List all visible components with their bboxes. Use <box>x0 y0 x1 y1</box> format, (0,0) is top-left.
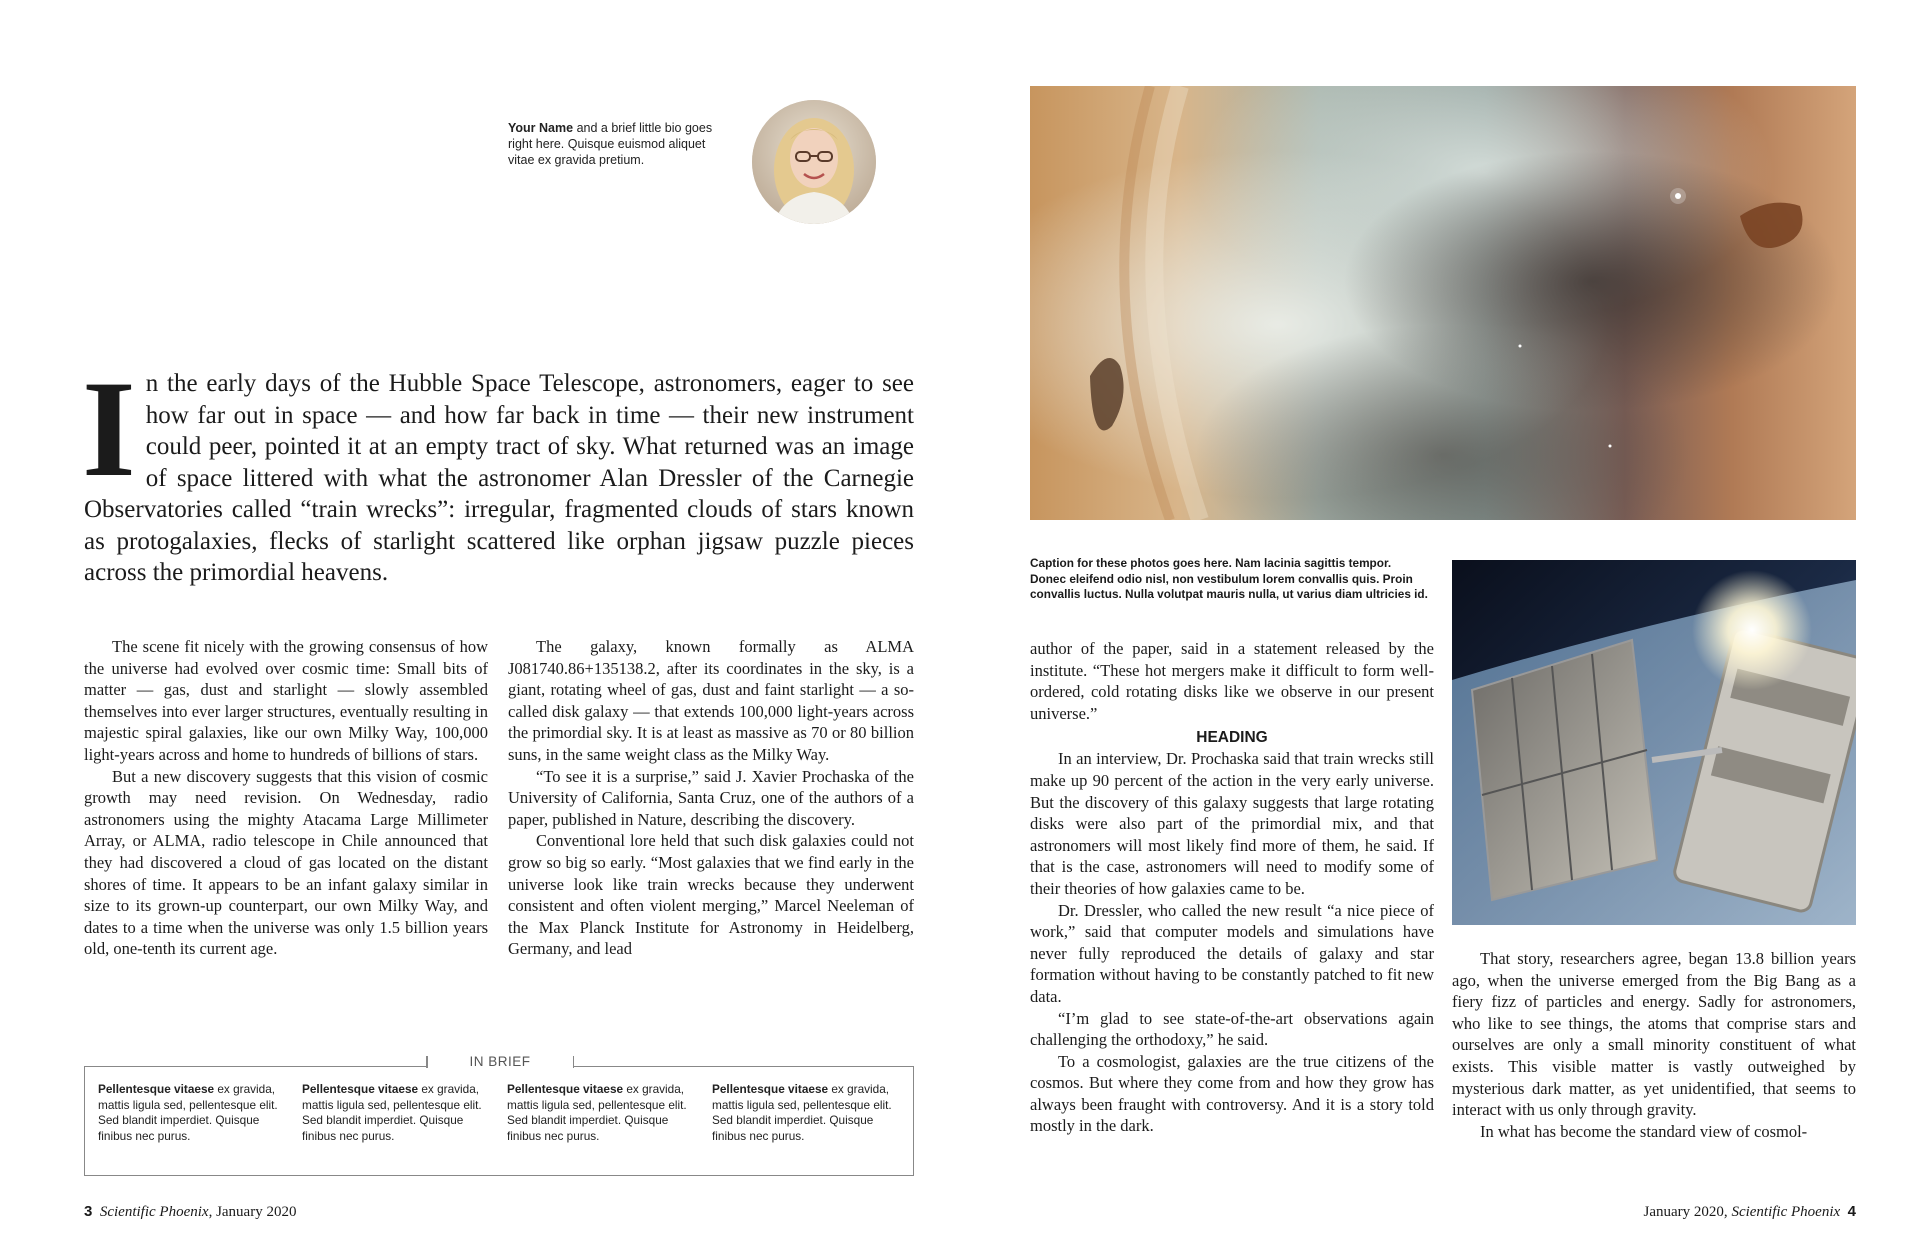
in-brief-item <box>712 1082 898 1144</box>
section-heading: HEADING <box>1196 729 1268 747</box>
author-portrait-image <box>752 100 876 224</box>
paragraph: “To see it is a surprise,” said J. Xavier Prochaska of the University of California, Santa Cruz, one of the authors of a paper, published in Nature, describing the discovery. <box>508 766 914 829</box>
paragraph: Conventional lore held that such disk galaxies could not grow so big so early. “Most galaxies that we find early in the universe look like train wrecks because they underwent consistent and often violent merging,” Marcel Neeleman of the Max Planck Institute for Astronomy in Heidelberg, Germany, and lead <box>508 831 914 959</box>
nebula-photo <box>1030 86 1856 520</box>
in-brief-item-text: ex gravida, mattis ligula sed, pellentesque elit. Sed blandit imperdiet. Quisque finibus nec purus. <box>507 1082 687 1143</box>
photo-caption: Caption for these photos goes here. Nam lacinia sagittis tempor. Donec eleifend odio nisl, non vestibulum lorem convallis quis. Proin convallis luctus. Nulla volutpat mauris nulla, ut varius diam ultricies id. <box>1030 556 1428 601</box>
nebula-image <box>1030 86 1856 520</box>
page-number: 3 <box>84 1203 93 1220</box>
author-name: Your Name <box>508 121 574 135</box>
issue-date: , January 2020 <box>208 1204 297 1220</box>
in-brief-item-text: ex gravida, mattis ligula sed, pellentesque elit. Sed blandit imperdiet. Quisque finibus nec purus. <box>712 1082 892 1143</box>
in-brief-item-text: ex gravida, mattis ligula sed, pellentesque elit. Sed blandit imperdiet. Quisque finibus nec purus. <box>98 1082 278 1143</box>
magazine-name: Scientific Phoenix <box>1731 1204 1841 1220</box>
lede-text: n the early days of the Hubble Space Telescope, astronomers, eager to see how far out in space — and how far back in time — their new instrument could peer, pointed it at an empty tract of sky. What returned was an image of space littered with what the astronomer Alan Dressler of the Carnegie Observatories called “train wrecks”: irregular, fragmented clouds of stars known as protogalaxies, flecks of starlight scattered like orphan jigsaw puzzle pieces across the primordial heavens. <box>84 370 914 586</box>
paragraph: That story, researchers agree, began 13.8 billion years ago, when the universe emerged from the Big Bang as a fiery fizz of particles and energy. Sadly for astronomers, who like to see things, the atoms that comprise stars and ourselves are only a small minority constituent of what exists. This visible matter is vastly outweighed by mysterious dark matter, as yet unidentified, that seems to interact with us only through gravity. <box>1452 949 1856 1120</box>
paragraph: Dr. Dressler, who called the new result “a nice piece of work,” said that computer models and simulations have never fully reproduced the details of galaxy and star formation without having to be constantly patched to fit new data. <box>1030 900 1434 1006</box>
author-bio <box>508 120 734 168</box>
paragraph: “I’m glad to see state-of-the-art observations again challenging the orthodoxy,” he said. <box>1030 1008 1434 1050</box>
in-brief-item-lead: Pellentesque vitaese <box>302 1082 419 1096</box>
author-bio-text: and a brief little bio goes right here. Quisque euismod aliquet vitae ex gravida pretium. <box>508 121 713 167</box>
drop-cap: I <box>82 352 136 505</box>
footer-right <box>1644 1202 1856 1222</box>
magazine-name: Scientific Phoenix <box>99 1204 209 1220</box>
paragraph: The scene fit nicely with the growing consensus of how the universe had evolved over cosmic time: Small bits of matter — gas, dust and starlight — slowly assembled themselves into ever larger structures, eventually resulting in majestic spiral galaxies, like our own Milky Way, 100,000 light-years across and home to hundreds of billions of stars. <box>84 637 488 764</box>
hubble-telescope-photo <box>1452 560 1856 925</box>
paragraph: author of the paper, said in a statement released by the institute. “These hot mergers make it difficult to form well-ordered, cold rotating disks like we observe in our present universe.” <box>1030 639 1434 723</box>
footer-left <box>84 1202 296 1222</box>
author-avatar <box>752 100 876 224</box>
in-brief-item <box>98 1082 284 1144</box>
issue-date: January 2020, <box>1643 1204 1732 1220</box>
body-column-1 <box>84 636 488 960</box>
paragraph: In an interview, Dr. Prochaska said that train wrecks still make up 90 percent of the action in the very early universe. But the discovery of this galaxy suggests that large rotating disks were also part of the primordial mix, and that astronomers will most likely find more of them, he said. If that is the case, astronomers will need to modify some of their theories of how galaxies came to be. <box>1030 749 1434 898</box>
in-brief-item-lead: Pellentesque vitaese <box>712 1082 829 1096</box>
in-brief-item-lead: Pellentesque vitaese <box>98 1082 215 1096</box>
hubble-image <box>1452 560 1856 925</box>
paragraph: The galaxy, known formally as ALMA J081740.86+135138.2, after its coordinates in the sky, is a giant, rotating wheel of gas, dust and faint starlight — a so-called disk galaxy — that extends 100,000 light-years across the primordial sky. It is at least as massive as 70 or 80 billion suns, in the same weight class as the Milky Way. <box>508 637 914 764</box>
body-column-3 <box>1030 638 1434 1137</box>
in-brief-item <box>302 1082 488 1144</box>
paragraph: In what has become the standard view of cosmol- <box>1480 1121 1808 1141</box>
in-brief-item-lead: Pellentesque vitaese <box>507 1082 624 1096</box>
body-column-4 <box>1452 948 1856 1142</box>
paragraph: But a new discovery suggests that this vision of cosmic growth may need revision. On Wednesday, radio astronomers using the mighty Atacama Large Millimeter Array, or ALMA, radio telescope in Chile announced that they had discovered a cloud of gas located on the distant shores of time. It appears to be an infant galaxy similar in size to its grown-up counterpart, our own Milky Way, and dates to a time when the universe was only 1.5 billion years old, one-tenth its current age. <box>84 766 488 959</box>
lede-paragraph <box>82 352 914 589</box>
page-number: 4 <box>1847 1203 1856 1220</box>
body-column-2 <box>508 636 914 960</box>
in-brief-item <box>507 1082 693 1144</box>
in-brief-item-text: ex gravida, mattis ligula sed, pellentesque elit. Sed blandit imperdiet. Quisque finibus nec purus. <box>302 1082 482 1143</box>
paragraph: To a cosmologist, galaxies are the true citizens of the cosmos. But where they come from and how they grow has always been fraught with controversy. And it is a story told mostly in the dark. <box>1030 1051 1434 1136</box>
in-brief-title: IN BRIEF <box>426 1052 574 1072</box>
